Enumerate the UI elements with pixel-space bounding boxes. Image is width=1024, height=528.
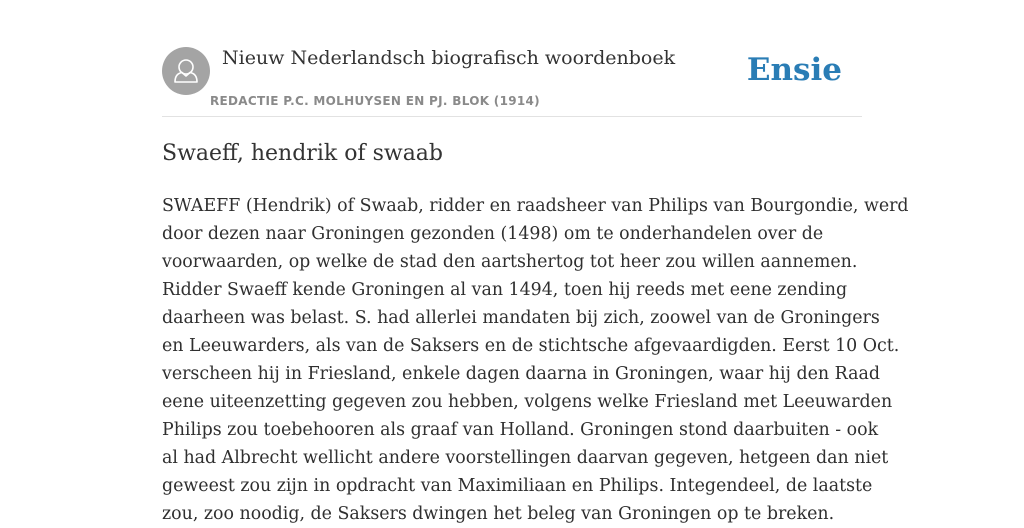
page <box>162 0 909 524</box>
user-silhouette-icon[interactable] <box>162 47 210 95</box>
entry-body-line: verscheen hij in Friesland, enkele dagen daarna in Groningen, waar hij den Raad <box>162 364 880 384</box>
entry-body-line: al had Albrecht wellicht andere voorstellingen daarvan gegeven, hetgeen dan niet <box>162 448 889 468</box>
entry-body-line: Ridder Swaeff kende Groningen al van 1494, toen hij reeds met eene zending <box>162 280 848 300</box>
entry-body-line: SWAEFF (Hendrik) of Swaab, ridder en raadsheer van Philips van Bourgondie, werd <box>162 196 909 216</box>
source-subtitle: REDACTIE P.C. MOLHUYSEN EN PJ. BLOK (1914) <box>210 94 540 108</box>
entry-body-line: eene uiteenzetting gegeven zou hebben, volgens welke Friesland met Leeuwarden <box>162 392 893 412</box>
entry-body-line: daarheen was belast. S. had allerlei mandaten bij zich, zoowel van de Groningers <box>162 308 880 328</box>
entry-body-line: door dezen naar Groningen gezonden (1498) om te onderhandelen over de <box>162 224 824 244</box>
entry-title: Swaeff, hendrik of swaab <box>162 141 444 166</box>
source-header <box>162 0 862 117</box>
entry-body-line: zou, zoo noodig, de Saksers dwingen het beleg van Groningen op te breken. <box>162 504 835 524</box>
entry-body-line: Philips zou toebehooren als graaf van Holland. Groningen stond daarbuiten - ook <box>162 420 879 440</box>
entry-body-line: en Leeuwarders, als van de Saksers en de stichtsche afgevaardigden. Eerst 10 Oct. <box>162 336 900 356</box>
entry-body-line: voorwaarden, op welke de stad den aartshertog tot heer zou willen aannemen. <box>162 252 858 272</box>
entry-body-line: geweest zou zijn in opdracht van Maximiliaan en Philips. Integendeel, de laatste <box>162 476 873 496</box>
source-title[interactable]: Nieuw Nederlandsch biografisch woordenboek <box>222 47 676 69</box>
brand-logo[interactable]: Ensie <box>746 52 842 88</box>
entry-body <box>162 192 909 528</box>
